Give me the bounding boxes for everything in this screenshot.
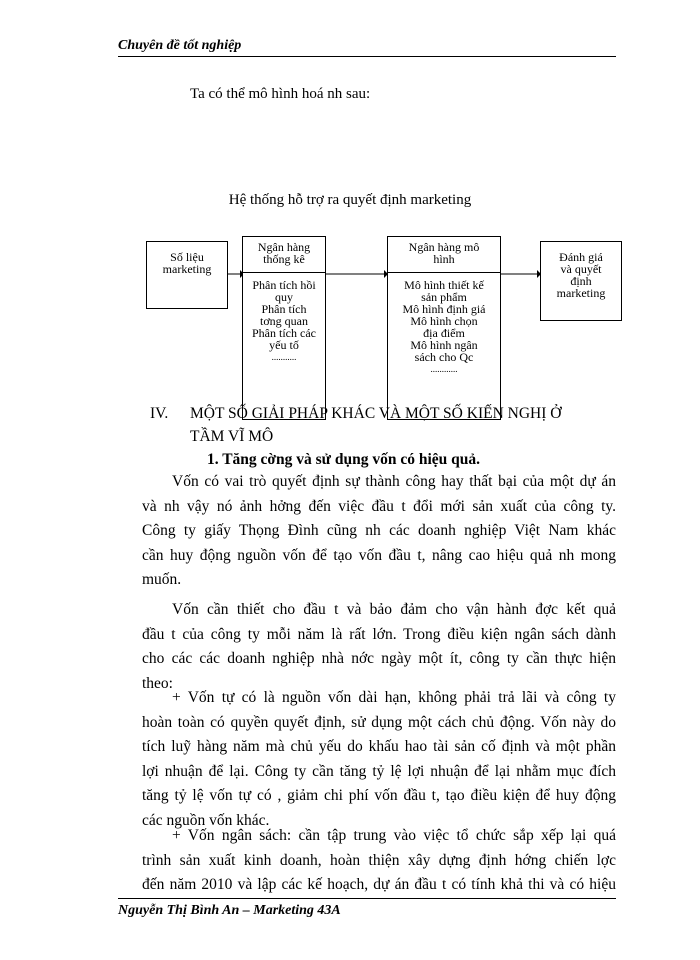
page-footer: Nguyễn Thị Bình An – Marketing 43A bbox=[118, 903, 341, 918]
box-stats-bank-head bbox=[243, 241, 325, 265]
section-title-line2: TẦM VĨ MÔ bbox=[190, 428, 274, 445]
box-line: Mô hình thiết kế bbox=[404, 278, 484, 292]
text-line: lợi nhuận để lại. Công ty cần tăng tỷ lệ lợi nhuận để lại nhằm mục đích bbox=[142, 762, 616, 780]
box-line: Phân tích bbox=[261, 302, 307, 316]
text-line: + Vốn tự có là nguồn vốn dài hạn, không phải trả lãi và công ty bbox=[172, 689, 616, 706]
box-stats-bank bbox=[242, 236, 326, 420]
box-line: tơng quan bbox=[259, 314, 308, 328]
box-line: yếu tố bbox=[269, 338, 299, 352]
box-line: ........... bbox=[271, 352, 297, 362]
box-evaluation-text bbox=[543, 251, 619, 299]
text-line: đầu t của công ty mỗi năm là rất lớn. Trong điều kiện ngân sách dành bbox=[142, 625, 616, 643]
page-header: Chuyên đề tốt nghiệp bbox=[118, 38, 242, 53]
box-line: Phân tích hồi bbox=[252, 278, 316, 292]
box-line: Ngân hàng bbox=[257, 240, 311, 254]
text-line: cho các các doanh nghiệp nhà nớc ngày một ít, công ty cần thực hiện bbox=[142, 650, 616, 667]
box-line: hình bbox=[433, 252, 455, 266]
box-line: marketing bbox=[556, 286, 606, 300]
box-line: Đánh giá bbox=[559, 250, 603, 264]
paragraph-3 bbox=[142, 686, 616, 833]
text-line: Công ty giấy Thọng Đình cũng nh các doanh nghiệp Việt Nam khác bbox=[142, 522, 616, 539]
text-line: Vốn cần thiết cho đầu t và bảo đảm cho vận hành đợc kết quả bbox=[172, 601, 616, 618]
text-line: hoàn toàn có quyền quyết định, sử dụng một cách chủ động. Vốn này do bbox=[142, 713, 616, 731]
text-line: + Vốn ngân sách: cần tập trung vào việc tổ chức sắp xếp lại quá bbox=[172, 827, 616, 844]
box-line: Mô hình ngân bbox=[410, 338, 478, 352]
box-line: và quyết bbox=[560, 262, 602, 276]
box-line: ............ bbox=[430, 364, 458, 374]
subsection-title: 1. Tăng cờng và sử dụng vốn có hiệu quả. bbox=[207, 451, 480, 468]
box-line: Phân tích các bbox=[252, 326, 316, 340]
box-data-input-text bbox=[149, 251, 225, 275]
text-line: và nh vậy nó ảnh hởng đến việc đầu t đổi mới sản xuất của công ty. bbox=[142, 497, 616, 515]
arrow-right-icon bbox=[501, 268, 541, 280]
box-line: Ngân hàng mô bbox=[408, 240, 480, 254]
box-line: sách cho Qc bbox=[414, 350, 474, 364]
text-line: muốn. bbox=[142, 571, 182, 588]
box-data-input bbox=[146, 241, 228, 309]
box-model-bank bbox=[387, 236, 501, 420]
intro-text: Ta có thể mô hình hoá nh sau: bbox=[190, 86, 371, 102]
box-line: thống kê bbox=[263, 252, 305, 266]
box-model-bank-items bbox=[390, 279, 498, 375]
paragraph-4 bbox=[142, 824, 616, 898]
box-line: Số liệu bbox=[170, 250, 204, 264]
arrow-right-icon bbox=[326, 268, 388, 280]
box-line: Mô hình định giá bbox=[402, 302, 486, 316]
text-line: Vốn có vai trò quyết định sự thành công hay thất bại của một dự án bbox=[172, 473, 616, 490]
text-line: đến năm 2010 và lập các kế hoạch, dự án đầu t có tính khả thi và có hiệu bbox=[142, 876, 616, 893]
box-divider bbox=[388, 272, 500, 273]
section-number: IV. bbox=[150, 405, 169, 422]
box-line: định bbox=[570, 274, 592, 288]
text-line: cần huy động nguồn vốn để tạo vốn đầu t, nâng cao hiệu quả nh mong bbox=[142, 546, 616, 564]
footer-rule bbox=[118, 898, 616, 899]
paragraph-1 bbox=[142, 470, 616, 593]
box-line: quy bbox=[275, 290, 293, 304]
box-model-bank-head bbox=[388, 241, 500, 265]
paragraph-2 bbox=[142, 598, 616, 696]
header-rule bbox=[118, 56, 616, 57]
box-line: Mô hình chọn bbox=[410, 314, 478, 328]
text-line: tích luỹ hàng năm mà chủ yếu do khấu hao tài sản cố định và một phần bbox=[142, 738, 616, 755]
box-line: sản phẩm bbox=[421, 290, 467, 304]
text-line: tăng tỷ lệ vốn tự có , giảm chi phí vốn đầu t, tạo điều kiện để huy động bbox=[142, 787, 616, 804]
box-line: marketing bbox=[162, 262, 212, 276]
text-line: theo: bbox=[142, 674, 173, 692]
diagram-title: Hệ thống hỗ trợ ra quyết định marketing bbox=[228, 192, 472, 208]
box-stats-bank-items bbox=[245, 279, 323, 363]
text-line: các nguồn vốn khác. bbox=[142, 811, 270, 829]
box-line: địa điểm bbox=[423, 326, 465, 340]
text-line: trình sản xuất kinh doanh, hoàn thiện xây dựng định hớng chiến lợc bbox=[142, 851, 616, 869]
section-title-line1: MỘT SỐ GIẢI PHÁP KHÁC VÀ MỘT SỐ KIẾN NGHỊ Ở bbox=[190, 405, 562, 422]
box-divider bbox=[243, 272, 325, 273]
box-evaluation bbox=[540, 241, 622, 321]
